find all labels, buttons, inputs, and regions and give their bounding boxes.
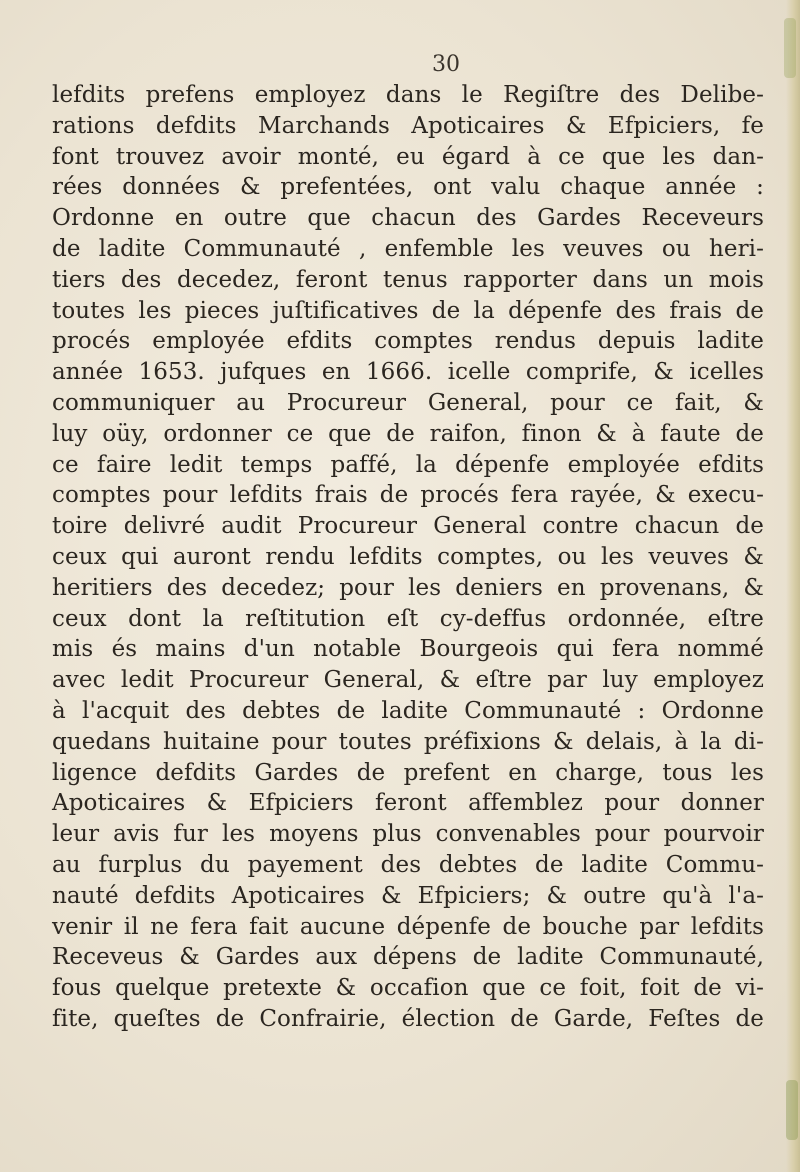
text-line: quedans huitaine pour toutes préfixions & delais, à la di-	[52, 728, 764, 755]
text-line: tiers des decedez, feront tenus rapporter dans un mois	[52, 266, 764, 293]
text-line: rations defdits Marchands Apoticaires & Efpiciers, fe	[52, 112, 764, 139]
text-line: Receveus & Gardes aux dépens de ladite Communauté,	[52, 944, 764, 971]
text-line: à l'acquit des debtes de ladite Communauté : Ordonne	[52, 697, 764, 724]
text-line: venir il ne fera fait aucune dépenfe de bouche par lefdits	[52, 913, 764, 940]
text-line: ligence defdits Gardes de prefent en charge, tous les	[52, 759, 764, 786]
text-line: Ordonne en outre que chacun des Gardes Receveurs	[52, 205, 764, 232]
page-edge-stain	[786, 0, 800, 1172]
text-line: ce faire ledit temps paffé, la dépenfe employée efdits	[52, 451, 764, 478]
text-line: comptes pour lefdits frais de procés fera rayée, & execu-	[52, 482, 764, 509]
text-line: ceux dont la reſtitution eſt cy-deffus ordonnée, eſtre	[52, 605, 764, 632]
edge-stain-bottom	[786, 1080, 798, 1140]
text-line: luy oüy, ordonner ce que de raifon, finon & à faute de	[52, 420, 764, 447]
page-number: 30	[432, 52, 460, 77]
text-line: lefdits prefens employez dans le Regiſtre des Delibe-	[52, 82, 764, 108]
text-line: au furplus du payement des debtes de ladite Commu-	[52, 851, 764, 878]
text-line: communiquer au Procureur General, pour ce fait, &	[52, 389, 764, 416]
text-line: font trouvez avoir monté, eu égard à ce que les dan-	[52, 143, 764, 170]
edge-stain-top	[784, 18, 796, 78]
text-line: procés employée efdits comptes rendus depuis ladite	[52, 328, 764, 355]
text-line: fite, queſtes de Confrairie, élection de Garde, Feſtes de	[52, 1005, 764, 1032]
text-line: ceux qui auront rendu lefdits comptes, ou les veuves &	[52, 543, 764, 570]
text-line: toutes les pieces juſtificatives de la dépenfe des frais de	[52, 297, 764, 324]
text-line: mis és mains d'un notable Bourgeois qui fera nommé	[52, 636, 764, 663]
text-line: leur avis fur les moyens plus convenables pour pourvoir	[52, 821, 764, 848]
text-line: nauté defdits Apoticaires & Efpiciers; & outre qu'à l'a-	[52, 882, 764, 909]
text-line: rées données & prefentées, ont valu chaque année :	[52, 174, 764, 201]
text-line: toire delivré audit Procureur General contre chacun de	[52, 513, 764, 540]
text-line: heritiers des decedez; pour les deniers en provenans, &	[52, 574, 764, 601]
text-line: année 1653. jufques en 1666. icelle comprife, & icelles	[52, 359, 764, 386]
text-line: de ladite Communauté , enfemble les veuves ou heri-	[52, 235, 764, 262]
text-line: fous quelque pretexte & occafion que ce foit, foit de vi-	[52, 975, 764, 1002]
text-line: Apoticaires & Efpiciers feront affemblez pour donner	[52, 790, 764, 817]
text-line: avec ledit Procureur General, & eſtre par luy employez	[52, 667, 764, 694]
body-text	[52, 80, 764, 1035]
